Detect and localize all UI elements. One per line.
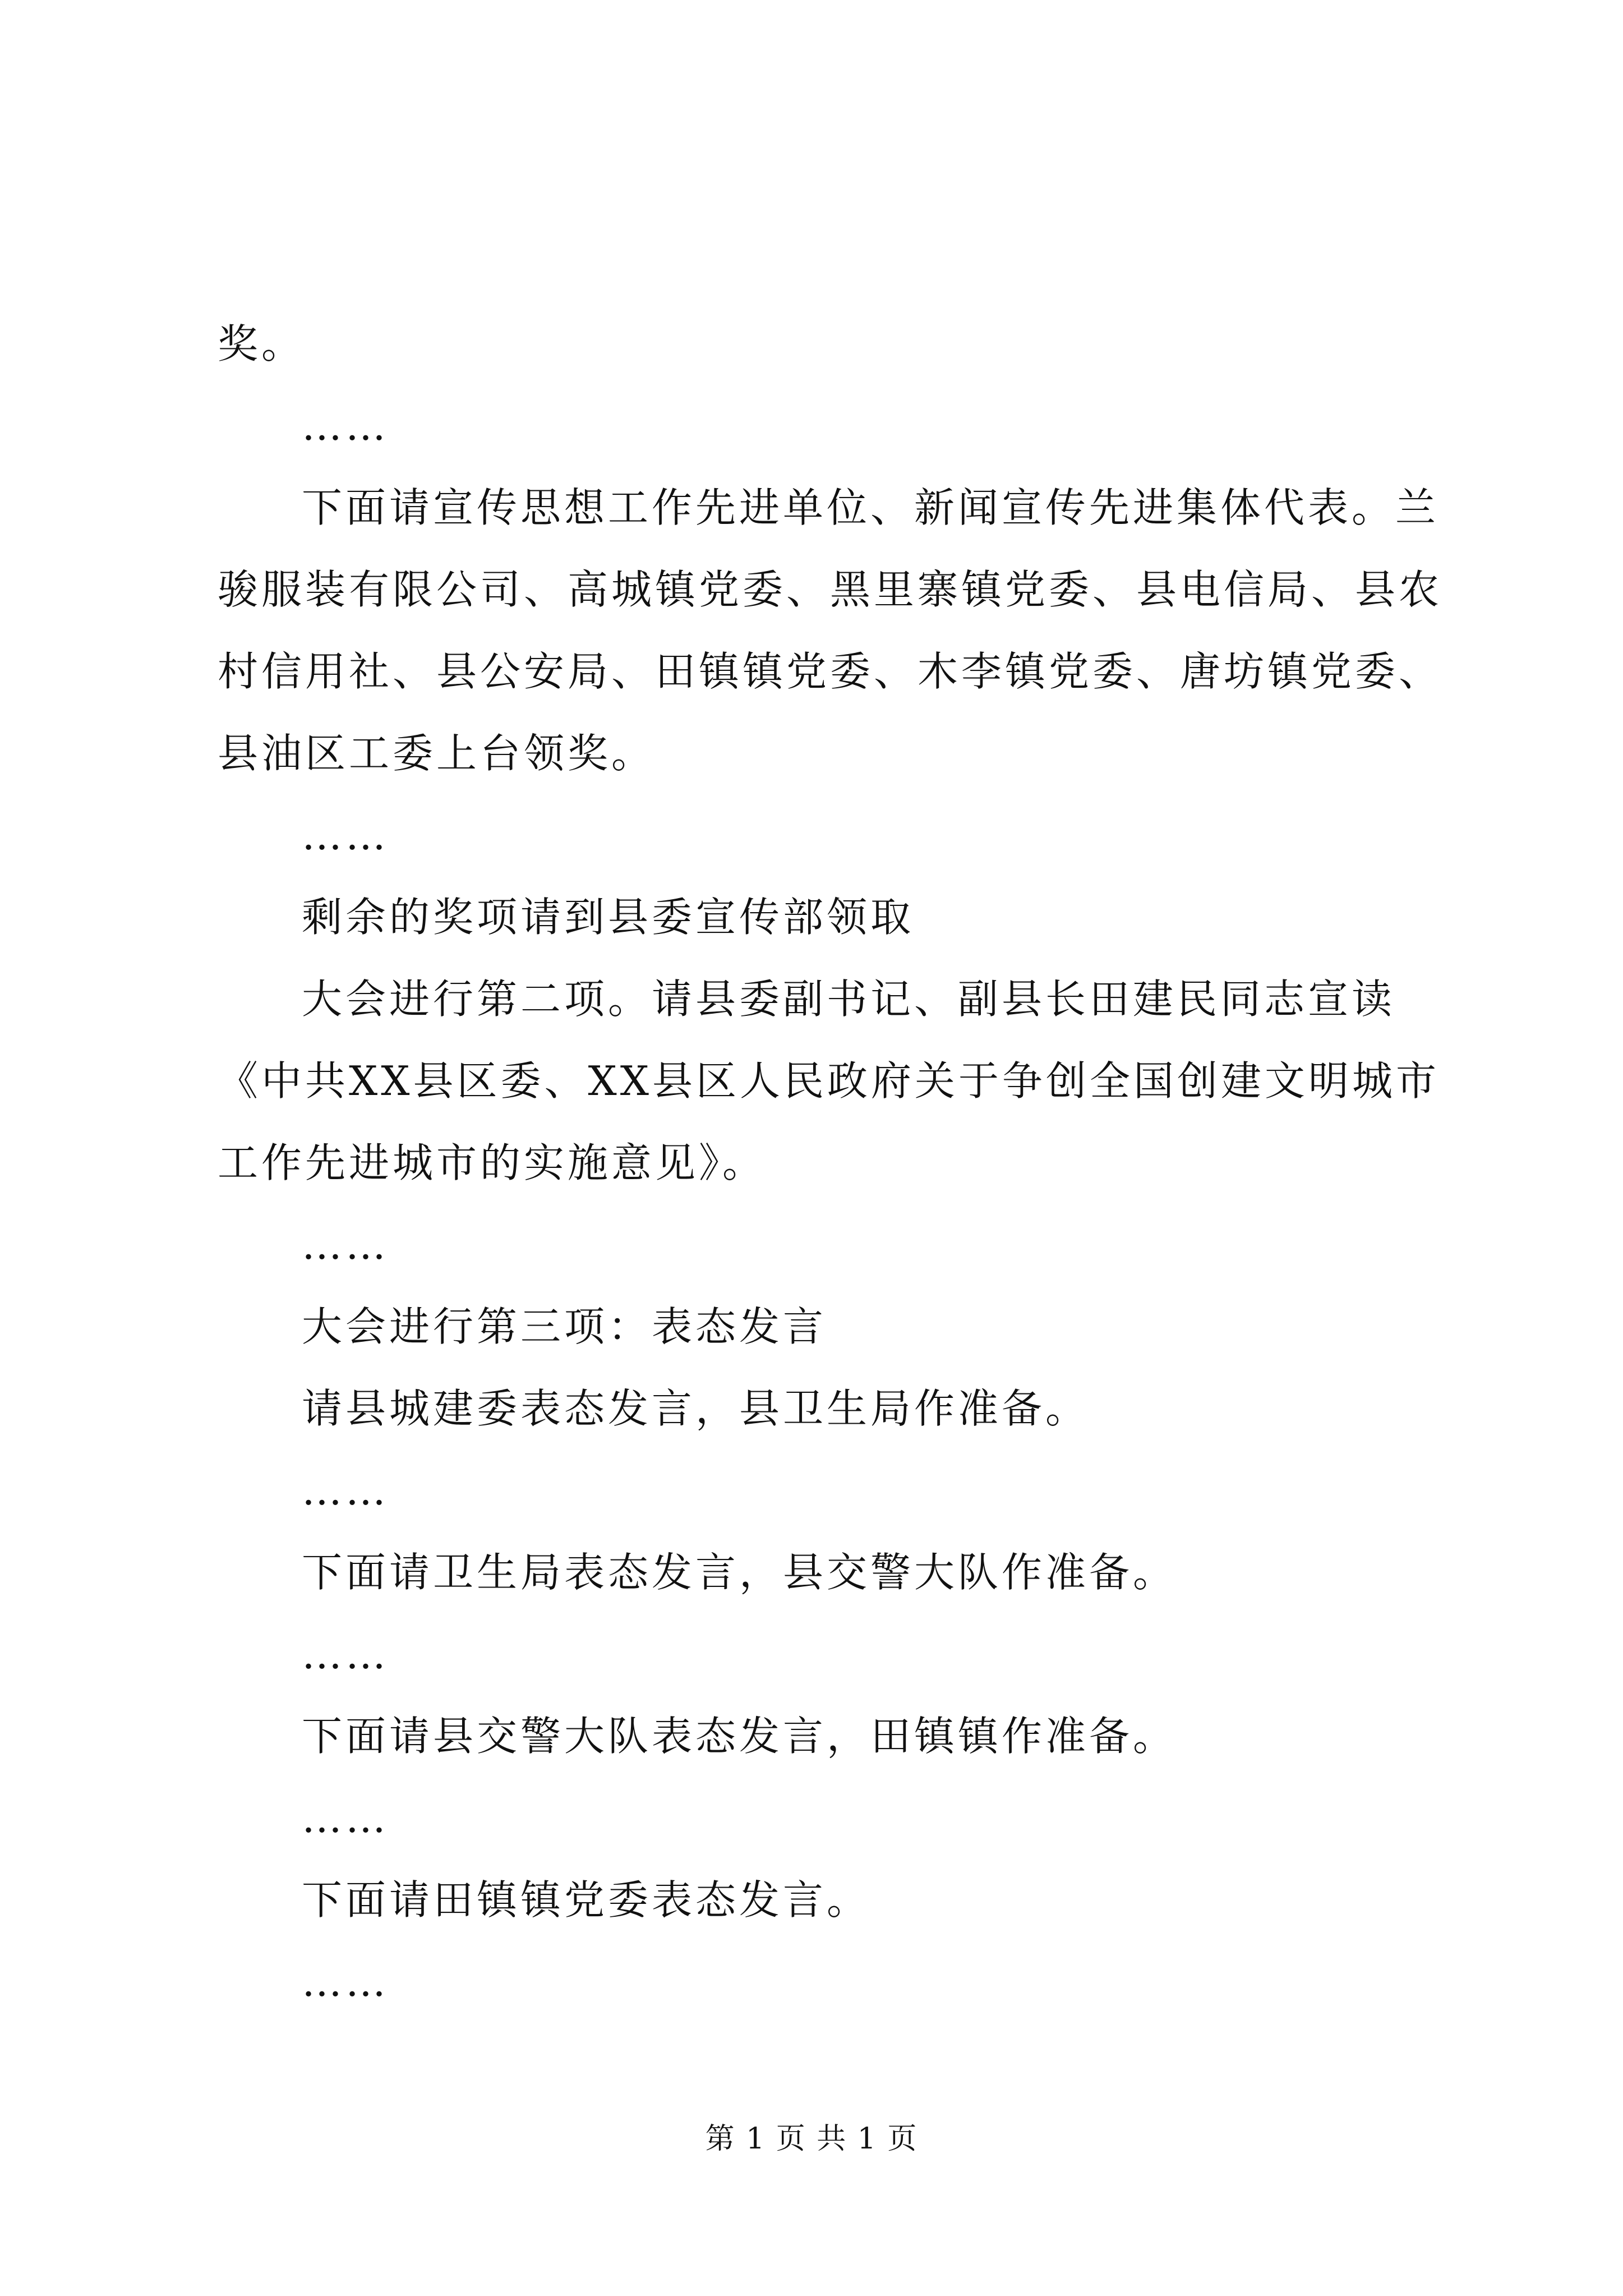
ellipsis-line: ……	[302, 812, 389, 859]
text-line: 工作先进城市的实施意见》。	[218, 1139, 767, 1186]
text-line: 下面请宣传思想工作先进单位、新闻宣传先进集体代表。兰	[302, 484, 1440, 531]
text-line: 下面请田镇镇党委表态发言。	[302, 1876, 871, 1924]
page-number-label: 第 1 页 共 1 页	[705, 2122, 918, 2156]
text-line: 大会进行第三项：表态发言	[302, 1303, 827, 1350]
document-body	[218, 303, 1443, 2023]
ellipsis-line: ……	[302, 1795, 389, 1842]
text-line: 骏服装有限公司、高城镇党委、黑里寨镇党委、县电信局、县农	[218, 566, 1443, 613]
text-line: 奖。	[218, 320, 306, 367]
text-line: 下面请卫生局表态发言，县交警大队作准备。	[302, 1549, 1177, 1596]
ellipsis-line: ……	[302, 1467, 389, 1514]
text-line: 下面请县交警大队表态发言，田镇镇作准备。	[302, 1713, 1177, 1760]
text-line: 县油区工委上台领奖。	[218, 730, 656, 777]
text-line: 剩余的奖项请到县委宣传部领取	[302, 894, 915, 941]
ellipsis-line: ……	[302, 402, 389, 449]
text-line: 《中共XX县区委、XX县区人民政府关于争创全国创建文明城市	[218, 1057, 1440, 1105]
text-line: 村信用社、县公安局、田镇镇党委、木李镇党委、唐坊镇党委、	[218, 648, 1443, 695]
ellipsis-line: ……	[302, 1631, 389, 1678]
text-line: 大会进行第二项。请县委副书记、副县长田建民同志宣读	[302, 976, 1396, 1023]
text-line: 请县城建委表态发言，县卫生局作准备。	[302, 1385, 1090, 1432]
ellipsis-line: ……	[302, 1958, 389, 2005]
ellipsis-line: ……	[302, 1221, 389, 1268]
page-footer	[0, 2119, 1623, 2159]
